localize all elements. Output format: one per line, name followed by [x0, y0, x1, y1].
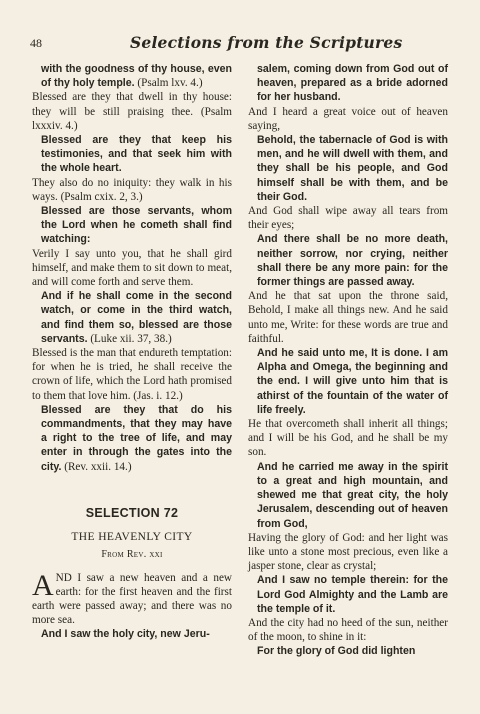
- paragraph-text: For the glory of God did lighten: [257, 645, 416, 658]
- right-bold-paragraph: [248, 460, 448, 531]
- right-column: [248, 62, 448, 659]
- paragraph-text: Blessed are those servants, whom the Lord when he cometh shall find watching:: [41, 205, 232, 246]
- paragraph-text: Verily I say unto you, that he shall gird himself, and make them to sit down to meat, and will come forth and serve them.: [32, 247, 232, 289]
- right-bold-paragraph: [248, 346, 448, 417]
- right-bold-paragraph: [248, 232, 448, 289]
- paragraph-text: And he that sat upon the throne said, Behold, I make all things new. And he said unto me, Write: for these words are true and faithful.: [248, 290, 448, 345]
- closing-bold-line: And I saw the holy city, new Jeru-: [41, 628, 210, 641]
- paragraph-text: And there shall be no more death, neither sorrow, nor crying, neither shall there be any more pain: for the former things are passed away.: [257, 233, 448, 289]
- paragraph-text: Having the glory of God: and her light was like unto a stone most precious, even like a jasper stone, clear as crystal;: [248, 531, 448, 573]
- selection-source: From Rev. xxi: [101, 549, 163, 561]
- left-paragraphs: [32, 62, 232, 474]
- right-bold-paragraph: [248, 62, 448, 105]
- right-plain-paragraph: [248, 616, 448, 644]
- right-plain-paragraph: [248, 289, 448, 346]
- right-plain-paragraph: [248, 531, 448, 574]
- left-plain-paragraph: [32, 90, 232, 133]
- right-plain-paragraph: [248, 204, 448, 232]
- page-header: [30, 34, 450, 54]
- right-plain-paragraph: [248, 417, 448, 460]
- opening-first-word: ND: [55, 571, 72, 584]
- left-plain-paragraph: [32, 247, 232, 290]
- paragraph-text: Blessed are they that dwell in thy house: they will be still praising thee. (Psalm lxxxiv. 4.): [32, 91, 232, 132]
- paragraph-text: And I heard a great voice out of heaven saying,: [248, 105, 448, 132]
- right-paragraphs: [248, 62, 448, 659]
- running-title: Selections from the Scriptures: [130, 33, 403, 52]
- left-bold-paragraph: [32, 62, 232, 90]
- paragraph-text: And God shall wipe away all tears from their eyes;: [248, 205, 448, 232]
- paragraph-text: And he said unto me, It is done. I am Alpha and Omega, the beginning and the end. I will give unto him that is athirst of the fountain of the water of life freely.: [257, 347, 448, 416]
- opening-paragraph: [32, 568, 232, 628]
- scripture-reference: (Luke xii. 37, 38.): [87, 332, 172, 345]
- right-bold-paragraph: [248, 573, 448, 616]
- right-bold-paragraph: [248, 644, 448, 658]
- paragraph-text: And he carried me away in the spirit to a great and high mountain, and shewed me that great city, the holy Jerusalem, descending out of heaven from God,: [257, 460, 448, 530]
- scripture-reference: (Rev. xxii. 14.): [61, 460, 132, 473]
- paragraph-text: Blessed is the man that endureth temptation: for when he is tried, he shall receive the crown of life, which the Lord hath promised to them that love him. (Jas. i. 12.): [32, 347, 232, 402]
- left-plain-paragraph: [32, 346, 232, 403]
- selection-subtitle: THE HEAVENLY CITY: [71, 531, 193, 544]
- scripture-reference: (Psalm lxv. 4.): [134, 77, 203, 90]
- drop-cap: A: [32, 568, 54, 602]
- right-bold-paragraph: [248, 133, 448, 204]
- paragraph-text: Blessed are they that keep his testimonies, and that seek him with the whole heart.: [41, 134, 232, 175]
- left-bold-paragraph: [32, 204, 232, 247]
- paragraph-text: salem, coming down from God out of heaven, prepared as a bride adorned for her husband.: [257, 63, 448, 104]
- right-plain-paragraph: [248, 105, 448, 133]
- paragraph-text: They also do no iniquity: they walk in his ways. (Psalm cxix. 2, 3.): [32, 176, 232, 203]
- paragraph-text: with the goodness of thy house, even of thy holy temple.: [41, 63, 232, 90]
- left-plain-paragraph: [32, 176, 232, 204]
- page-number: 48: [30, 36, 42, 50]
- opening-text: I saw a new heaven and a new earth: for the first heaven and the first earth were passed away; and there was no more sea.: [32, 571, 232, 627]
- paragraph-text: And the city had no heed of the sun, neither of the moon, to shine in it:: [248, 616, 448, 644]
- left-column: [32, 62, 232, 642]
- paragraph-text: And I saw no temple therein: for the Lord God Almighty and the Lamb are the temple of it.: [257, 574, 448, 615]
- left-bold-paragraph: [32, 289, 232, 346]
- paragraph-text: Blessed are they that do his commandments, that they may have a right to the tree of life, and may enter in through the gates into the city.: [41, 403, 232, 473]
- paragraph-text: He that overcometh shall inherit all things; and I will be his God, and he shall be my son.: [248, 418, 448, 459]
- selection-heading: SELECTION 72: [85, 505, 179, 520]
- paragraph-text: And if he shall come in the second watch, or come in the third watch, and find them so, blessed are those servants.: [41, 290, 232, 345]
- left-bold-paragraph: [32, 133, 232, 176]
- paragraph-text: Behold, the tabernacle of God is with men, and he will dwell with them, and they shall be his people, and God himself shall be with them, and be their God.: [257, 134, 448, 203]
- left-bold-paragraph: [32, 403, 232, 474]
